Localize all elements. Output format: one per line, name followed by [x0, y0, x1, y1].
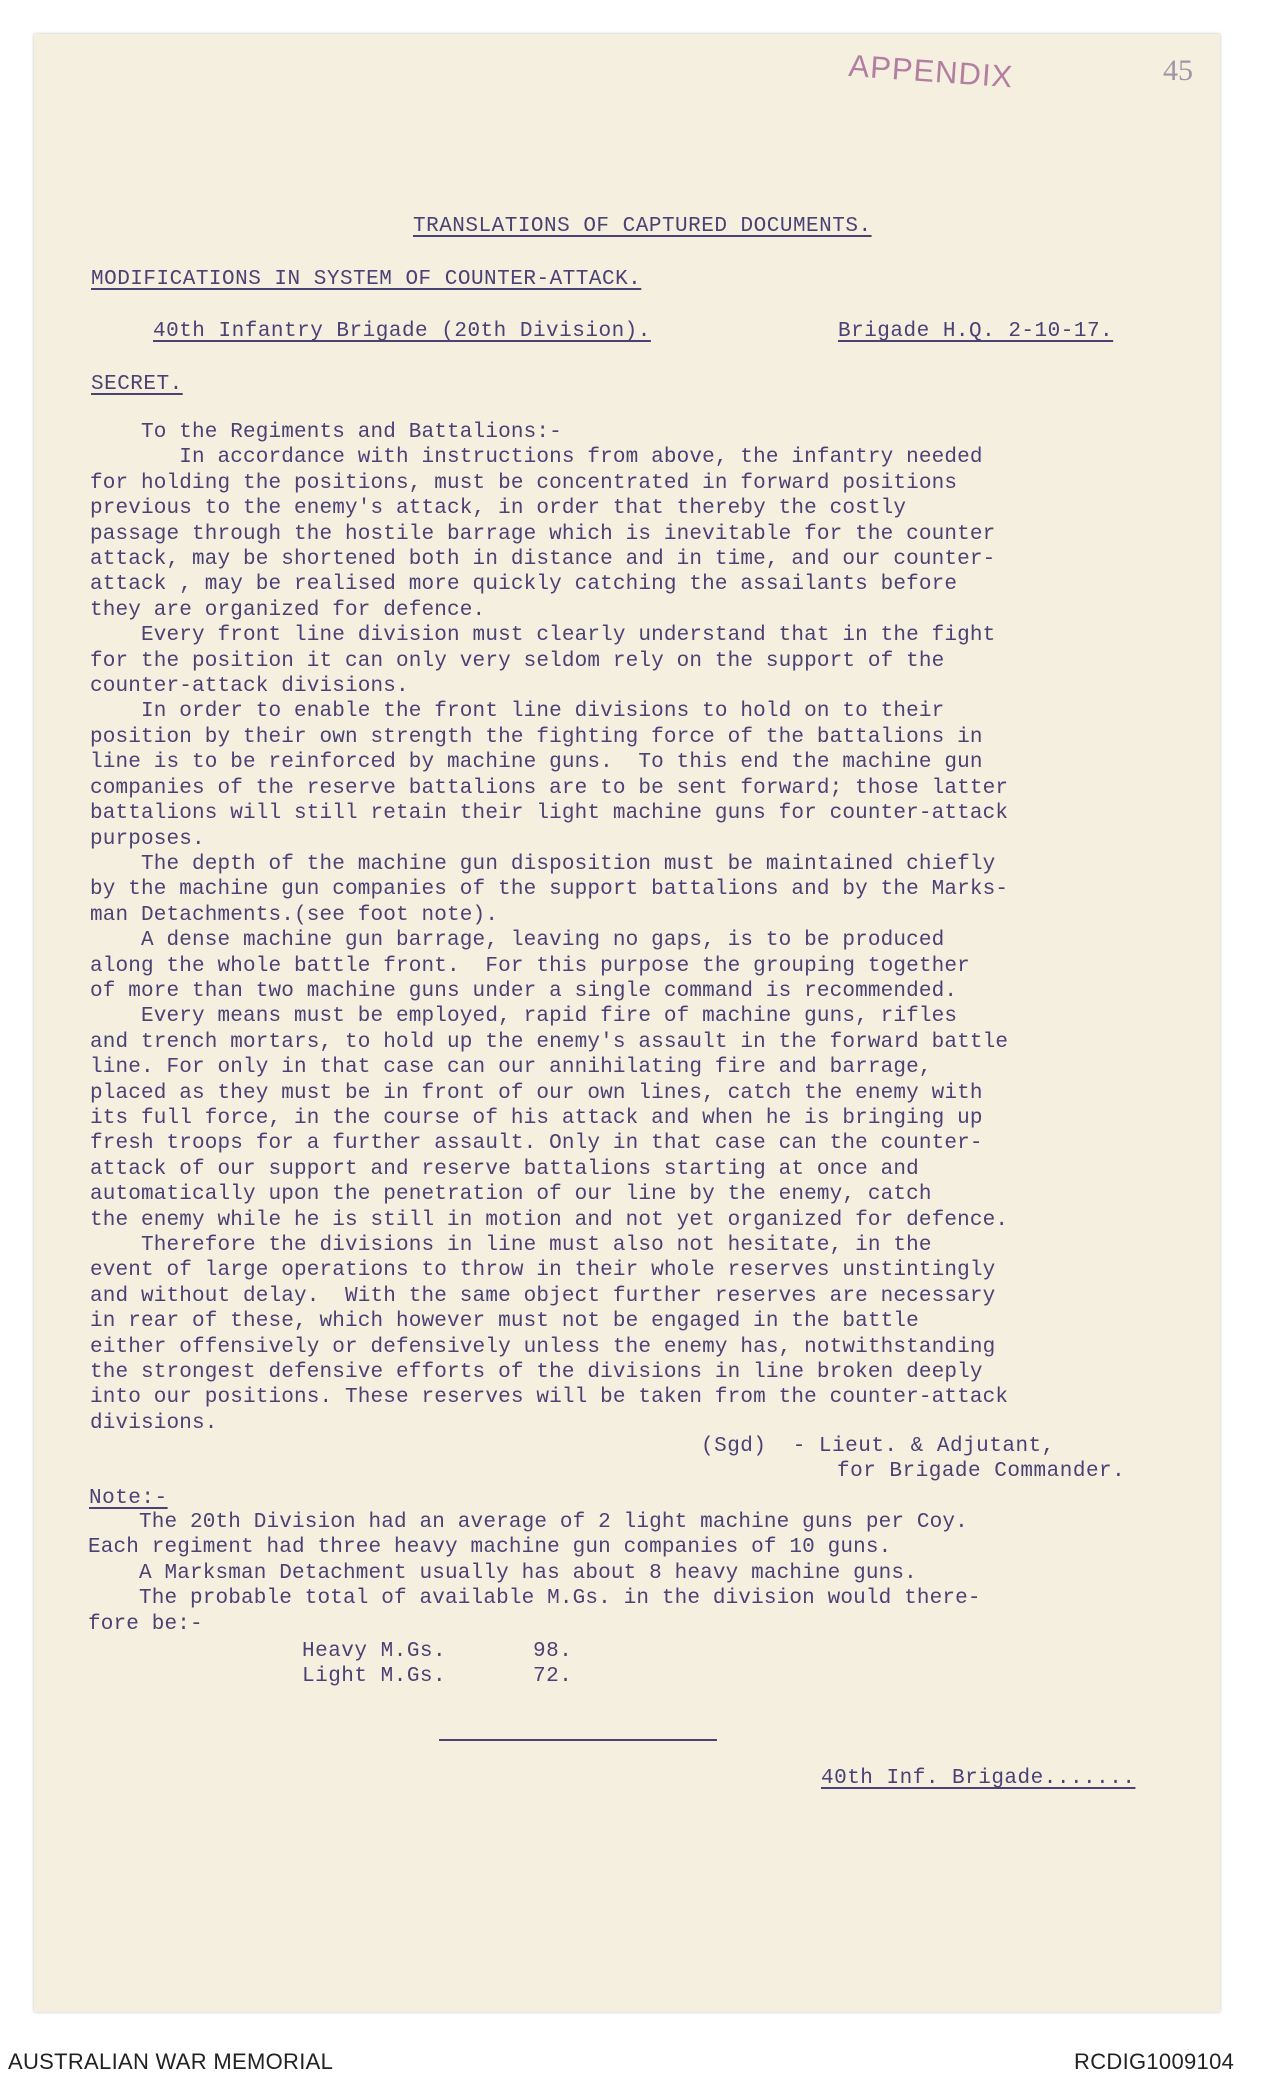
note-label: Note:-: [89, 1487, 168, 1510]
subject-heading: MODIFICATIONS IN SYSTEM OF COUNTER-ATTACK.: [91, 268, 642, 291]
unit-heading: 40th Infantry Brigade (20th Division).: [153, 320, 651, 343]
signature-line-1: (Sgd) - Lieut. & Adjutant,: [701, 1435, 1055, 1458]
document-title: TRANSLATIONS OF CAPTURED DOCUMENTS.: [413, 215, 872, 238]
light-mg-label: Light M.Gs.: [302, 1665, 447, 1688]
heavy-mg-label: Heavy M.Gs.: [302, 1640, 447, 1663]
page-number: 45: [1163, 54, 1193, 87]
separator-rule: [439, 1739, 717, 1741]
appendix-stamp: APPENDIX: [847, 48, 1015, 95]
heavy-mg-value: 98.: [533, 1640, 573, 1663]
order-body: To the Regiments and Battalions:- In accordance with instructions from above, the infantry needed for holding the positions, must be concentrated in forward positions previous to the enemy's attack, in order that thereby the costly passage through the hostile barrage which is inevitable for the counter attack, may be shortened both in distance and in time, and our counter- attack , may be realised more quickly catching the assailants before they are organized for defence. Every front line division must clearly understand that in the fight for the position it can only very seldom rely on the support of the counter-attack divisions. In order to enable the front line divisions to hold on to their position by their own strength the fighting force of the battalions in line is to be reinforced by machine guns. To this end the machine gun companies of the reserve battalions are to be sent forward; those latter battalions will still retain their light machine guns for counter-attack purposes. The depth of the machine gun disposition must be maintained chiefly by the machine gun companies of the support battalions and by the Marks- man Detachments.(see foot note). A dense machine gun barrage, leaving no gaps, is to be produced along the whole battle front. For this purpose the grouping together of more than two machine guns under a single command is recommended. Every means must be employed, rapid fire of machine guns, rifles and trench mortars, to hold up the enemy's assault in the forward battle line. For only in that case can our annihilating fire and barrage, placed as they must be in front of our own lines, catch the enemy with its full force, in the course of his attack and when he is bringing up fresh troops for a further assault. Only in that case can the counter- attack of our support and reserve battalions starting at once and automatically upon the penetration of our line by the enemy, catch the enemy while he is still in motion and not yet organized for defence. Therefore the divisions in line must also not hesitate, in the event of large operations to throw in their whole reserves unstintingly and without delay. With the same object further reserves are necessary in rear of these, which however must not be engaged in the battle either offensively or defensively unless the enemy has, notwithstanding the strongest defensive efforts of the divisions in line broken deeply into our positions. These reserves will be taken from the counter-attack divisions.: [90, 421, 1009, 1435]
light-mg-value: 72.: [533, 1665, 573, 1688]
footer-record-id: RCDIG1009104: [1074, 2049, 1235, 2074]
classification: SECRET.: [91, 373, 183, 396]
brigade-hq-date: Brigade H.Q. 2-10-17.: [838, 320, 1114, 343]
note-text: The 20th Division had an average of 2 light machine guns per Coy. Each regiment had three heavy machine gun companies of 10 guns. A Marksman Detachment usually has about 8 heavy machine guns. The probable total of available M.Gs. in the division would there- fore be:-: [88, 1511, 981, 1636]
closing-line: 40th Inf. Brigade.......: [821, 1767, 1136, 1790]
signature-line-2: for Brigade Commander.: [837, 1460, 1126, 1483]
footer-archive-name: AUSTRALIAN WAR MEMORIAL: [8, 2049, 334, 2074]
